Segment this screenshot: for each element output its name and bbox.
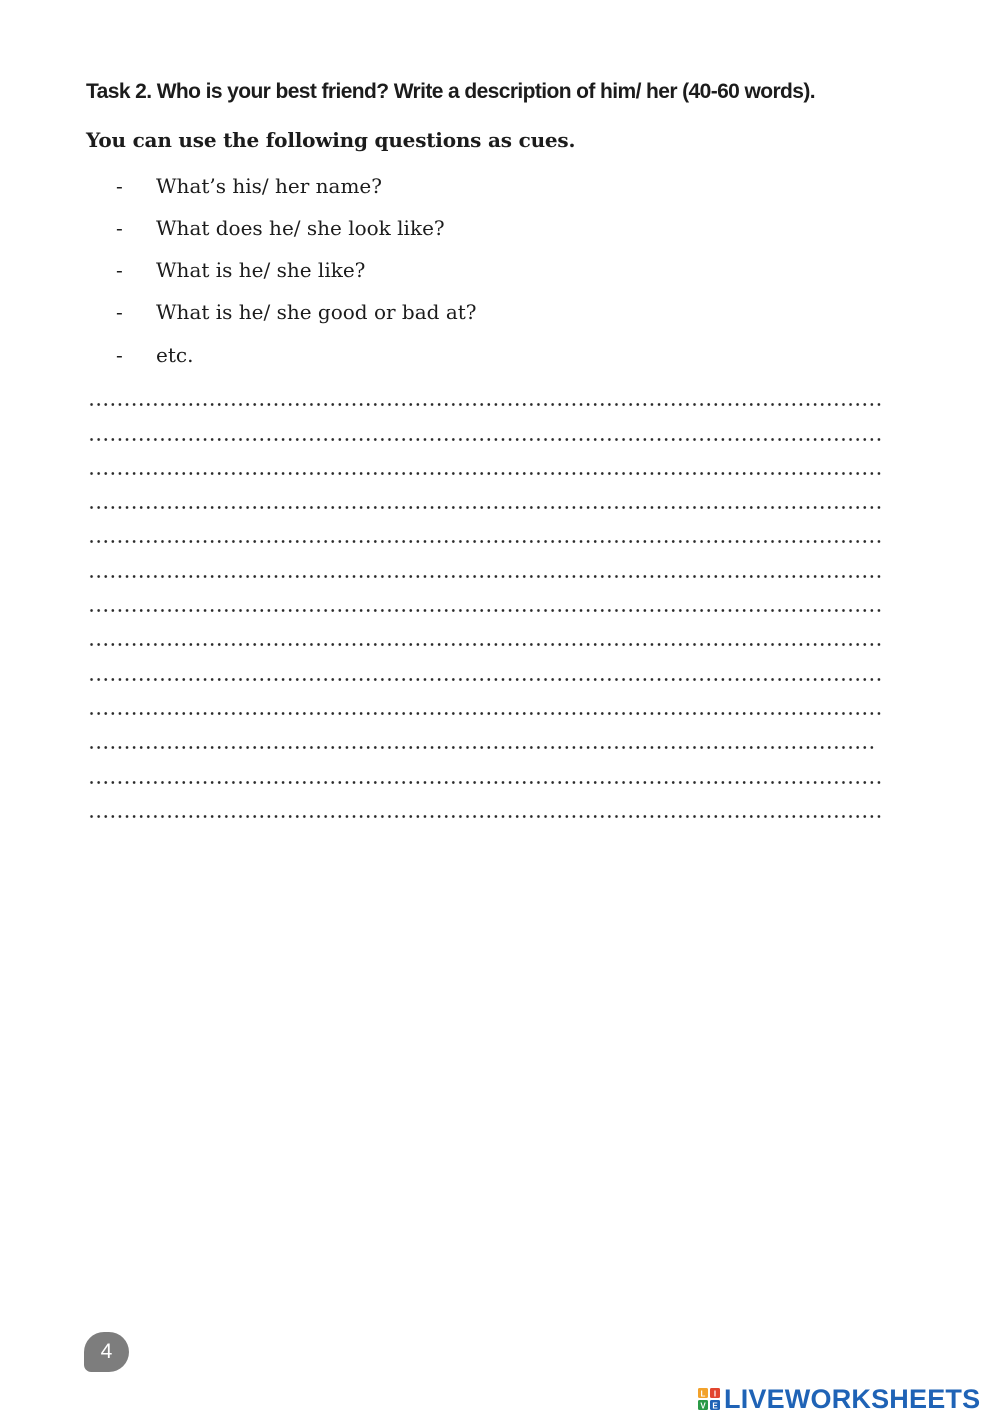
- cue-text: What does he/ she look like?: [156, 216, 445, 240]
- answer-line[interactable]: [88, 687, 888, 721]
- svg-text:E: E: [712, 1401, 718, 1411]
- svg-text:L: L: [700, 1389, 706, 1399]
- cue-intro: You can use the following questions as cues.: [86, 128, 576, 152]
- answer-line[interactable]: [88, 652, 888, 686]
- answer-writing-area[interactable]: [88, 378, 888, 824]
- liveworksheets-logo-icon: [697, 1387, 721, 1411]
- dotted-rule: [88, 712, 882, 715]
- answer-line[interactable]: [88, 721, 888, 755]
- answer-line[interactable]: [88, 515, 888, 549]
- answer-line[interactable]: [88, 549, 888, 583]
- dotted-rule: [88, 575, 882, 578]
- answer-line[interactable]: [88, 755, 888, 789]
- cue-item: [116, 341, 193, 369]
- brand-name: LIVEWORKSHEETS: [724, 1383, 981, 1414]
- cue-dash: -: [116, 300, 123, 324]
- page-number: 4: [100, 1340, 113, 1363]
- cue-text: What is he/ she like?: [156, 258, 366, 282]
- svg-text:V: V: [700, 1401, 706, 1411]
- cue-dash: -: [116, 343, 123, 367]
- answer-line[interactable]: [88, 481, 888, 515]
- cue-dash: -: [116, 174, 123, 198]
- answer-line[interactable]: [88, 412, 888, 446]
- cue-dash: -: [116, 216, 123, 240]
- page-number-badge: [84, 1332, 129, 1372]
- dotted-rule: [88, 609, 882, 612]
- cue-item: [116, 256, 365, 284]
- dotted-rule: [88, 746, 874, 749]
- cue-item: [116, 214, 445, 242]
- answer-line[interactable]: [88, 447, 888, 481]
- answer-line[interactable]: [88, 378, 888, 412]
- cue-dash: -: [116, 258, 123, 282]
- answer-line[interactable]: [88, 584, 888, 618]
- dotted-rule: [88, 506, 882, 509]
- cue-item: [116, 298, 477, 326]
- cue-item: [116, 172, 382, 200]
- cue-list: [0, 0, 1000, 400]
- answer-line[interactable]: [88, 618, 888, 652]
- cue-text: What is he/ she good or bad at?: [156, 300, 477, 324]
- dotted-rule: [88, 540, 882, 543]
- brand-footer: [697, 1384, 980, 1414]
- task-title: Task 2. Who is your best friend? Write a description of him/ her (40-60 words).: [86, 80, 815, 103]
- dotted-rule: [88, 781, 882, 784]
- dotted-rule: [88, 678, 882, 681]
- dotted-rule: [88, 403, 882, 406]
- cue-text: What’s his/ her name?: [156, 174, 382, 198]
- cue-text: etc.: [156, 343, 194, 367]
- dotted-rule: [88, 472, 882, 475]
- dotted-rule: [88, 643, 882, 646]
- dotted-rule: [88, 815, 882, 818]
- svg-text:I: I: [713, 1389, 717, 1399]
- dotted-rule: [88, 438, 882, 441]
- answer-line[interactable]: [88, 790, 888, 824]
